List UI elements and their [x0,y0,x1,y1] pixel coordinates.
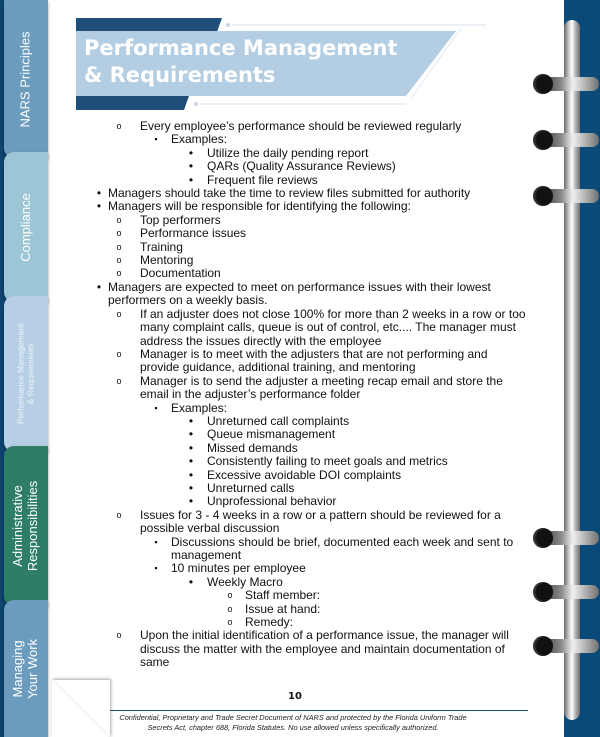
tab-label: NARS Principles [17,30,33,128]
list-item-text: Manager is to send the adjuster a meeting recap email and store the email in the adjuster’s performance folder [140,373,503,402]
list-item-text: Staff member: [245,588,321,603]
list-item-text: QARs (Quality Assurance Reviews) [207,159,396,174]
list-item [100,482,530,495]
binder-ring-icon [533,528,599,548]
list-item-text: Consistently failing to meet goals and metrics [207,454,448,469]
bullet-icon: ▪ [154,563,158,574]
list-item-text: Examples: [171,400,228,415]
list-item-text: If an adjuster does not close 100% for more than 2 weeks in a row or too many complaint calls, queue is out of control, etc.... The manager must address the issues directly with the employee [140,306,526,348]
tab-compliance[interactable] [4,152,48,302]
binder-ring-icon [533,582,599,602]
list-item [100,589,530,602]
list-item-text: Examples: [171,132,228,147]
list-item-text: Issue at hand: [245,601,321,616]
bullet-icon: • [188,494,194,509]
binder-ring-icon [533,186,599,206]
list-item-text: Queue mismanagement [207,427,336,442]
bullet-icon: o [116,228,122,239]
bullet-icon: ▪ [154,536,158,547]
tab-label [16,324,36,425]
list-item-text: Excessive avoidable DOI complaints [207,467,402,482]
footer-confidentiality-notice [108,713,478,733]
bullet-icon: o [227,617,233,628]
list-item-text: Unprofessional behavior [207,494,337,509]
page-number: 10 [288,691,302,702]
list-item-text: Managers are expected to meet on performance issues with their lowest performers on a weekly basis. [108,279,491,308]
list-item-text: Documentation [140,266,221,281]
list-item-text: Managers should take the time to review files submitted for authority [108,186,471,201]
list-item-text: Managers will be responsible for identifying the following: [108,199,411,214]
list-item [100,562,530,575]
bullet-icon: • [188,574,194,589]
bullet-icon: ▪ [154,402,158,413]
title-banner [76,18,486,110]
list-item [96,186,530,201]
page-title [84,35,398,89]
tab-label-line1: Performance Management [15,323,26,425]
tab-managing-your-work[interactable] [4,600,48,737]
page-curl-corner[interactable] [52,680,110,737]
bullet-icon: • [96,279,102,294]
list-item [100,375,530,402]
list-item-text: Missed demands [207,440,298,455]
list-item [100,428,530,441]
footer-divider [110,710,528,711]
list-item-text: Mentoring [140,253,194,268]
bullet-icon: o [116,241,122,252]
bullet-icon: • [188,454,194,469]
tab-label-line2: & Requirements [25,343,36,405]
list-item [100,214,530,227]
tab-label [11,481,41,571]
list-item [100,267,530,280]
list-item-text: Unreturned calls [207,480,295,495]
bullet-icon: o [116,630,122,641]
list-item-text: Top performers [140,212,221,227]
bullet-icon: • [188,172,194,187]
bullet-icon: o [227,603,233,614]
list-item-text: Performance issues [140,226,247,241]
list-item-text: Frequent file reviews [207,172,318,187]
list-item-text: Weekly Macro [207,574,283,589]
list-item-text: Unreturned call complaints [207,413,350,428]
list-item-text: Upon the initial identification of a performance issue, the manager will discuss the matter with the employee and maintain documentation of same [140,628,509,670]
list-item [100,348,530,375]
list-item-text: Utilize the daily pending report [207,145,369,160]
bullet-icon: • [188,413,194,428]
list-item [100,147,530,160]
binder-ring-icon [533,74,599,94]
list-item [100,415,530,428]
list-item [100,254,530,267]
list-item [100,603,530,616]
bullet-icon: • [96,186,102,201]
document-body [96,119,530,670]
binder-ring-icon [533,636,599,656]
binder-ring-icon [533,130,599,150]
bullet-icon: o [116,214,122,225]
footer-line2: Secrets Act, chapter 688, Florida Statutes. No use allowed unless specifically authorized. [147,723,439,732]
tab-label-line1: Administrative [10,485,26,567]
bullet-icon: o [116,308,122,319]
list-item [100,133,530,146]
list-item [100,509,530,536]
tab-label-line1: Managing [10,639,26,698]
bullet-icon: • [188,145,194,160]
bullet-icon: • [188,480,194,495]
list-item [100,402,530,415]
list-item [100,227,530,240]
list-item-text: Training [140,239,183,254]
section-tabs [0,0,48,737]
tab-label [11,639,41,699]
list-item-text: Every employee’s performance should be reviewed regularly [140,119,462,133]
bullet-icon: o [116,348,122,359]
list-item [100,536,530,563]
tab-performance-management[interactable] [4,296,48,452]
page-title-line2: & Requirements [84,63,276,87]
list-item [100,469,530,482]
tab-label-line2: Your Work [25,638,41,699]
binder-rod [564,20,580,720]
list-item-text: Manager is to meet with the adjusters that are not performing and provide guidance, additional training, and mentoring [140,346,488,375]
list-item [100,629,530,669]
bullet-icon: o [227,590,233,601]
list-item [96,279,530,308]
list-item-text: Issues for 3 - 4 weeks in a row or a pattern should be reviewed for a possible verbal discussion [140,507,501,536]
bullet-icon: ▪ [154,134,158,145]
bullet-icon: o [116,268,122,279]
list-item [100,120,530,133]
list-item [100,576,530,589]
bullet-icon: • [188,440,194,455]
list-item-text: Discussions should be brief, documented each week and sent to management [171,534,514,562]
list-item [100,455,530,468]
page-title-line1: Performance Management [84,36,398,60]
bullet-icon: • [188,467,194,482]
list-item [100,616,530,629]
footer-line1: Confidential, Proprietary and Trade Secret Document of NARS and protected by the Florida Uniform Trade [119,713,467,722]
list-item [100,442,530,455]
list-item [100,174,530,187]
list-item-text: Remedy: [245,615,294,630]
tab-nars-principles[interactable] [4,0,48,158]
list-item [100,495,530,508]
bullet-icon: o [116,509,122,520]
tab-administrative-responsibilities[interactable] [4,446,48,606]
list-item [100,308,530,348]
list-item [96,199,530,214]
bullet-icon: • [188,427,194,442]
bullet-icon: o [116,121,122,131]
bullet-icon: o [116,255,122,266]
tab-label: Compliance [17,192,33,262]
bullet-icon: • [96,199,102,214]
list-item [100,241,530,254]
bullet-icon: o [116,375,122,386]
bullet-icon: • [188,159,194,174]
tab-label-line2: Responsibilities [25,480,41,572]
list-item-text: 10 minutes per employee [171,561,306,576]
list-item [100,160,530,173]
